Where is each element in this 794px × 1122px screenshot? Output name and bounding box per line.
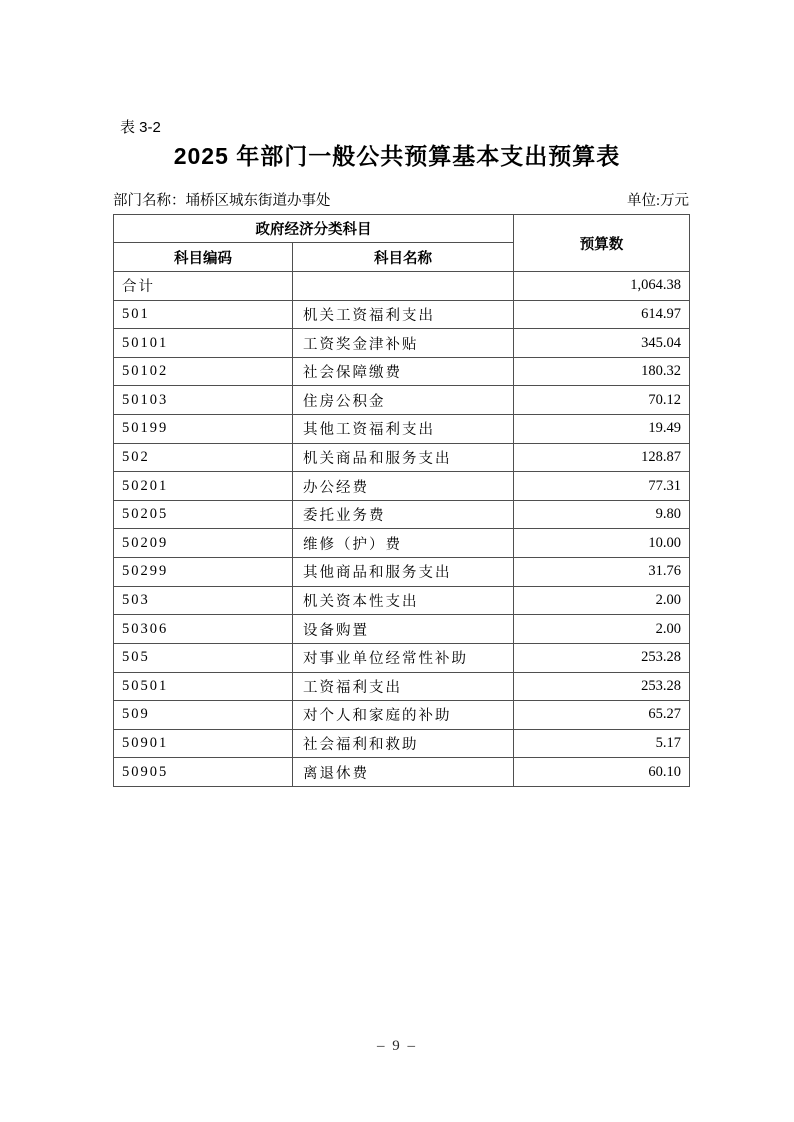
cell-name: 机关工资福利支出	[293, 300, 514, 329]
cell-value: 10.00	[514, 529, 690, 558]
cell-code: 503	[114, 586, 293, 615]
cell-name: 离退休费	[293, 758, 514, 787]
table-row	[114, 586, 690, 615]
cell-name: 机关资本性支出	[293, 586, 514, 615]
table-row	[114, 472, 690, 501]
cell-name: 对事业单位经常性补助	[293, 643, 514, 672]
header-subject-code: 科目编码	[114, 243, 293, 272]
cell-code: 50199	[114, 415, 293, 444]
cell-value: 65.27	[514, 701, 690, 730]
cell-value: 2.00	[514, 615, 690, 644]
table-row	[114, 615, 690, 644]
table-row	[114, 672, 690, 701]
cell-code: 50501	[114, 672, 293, 701]
cell-value: 2.00	[514, 586, 690, 615]
table-row	[114, 701, 690, 730]
table-row	[114, 500, 690, 529]
budget-table	[113, 214, 690, 787]
cell-name: 维修（护）费	[293, 529, 514, 558]
cell-code: 505	[114, 643, 293, 672]
cell-value: 345.04	[514, 329, 690, 358]
header-government-economic-classification: 政府经济分类科目	[114, 215, 514, 243]
page-number: – 9 –	[377, 1038, 417, 1054]
table-meta-row	[113, 189, 689, 210]
table-row	[114, 758, 690, 787]
table-row	[114, 529, 690, 558]
cell-name: 工资奖金津补贴	[293, 329, 514, 358]
cell-code: 50209	[114, 529, 293, 558]
cell-name: 对个人和家庭的补助	[293, 701, 514, 730]
cell-name: 工资福利支出	[293, 672, 514, 701]
cell-value: 128.87	[514, 443, 690, 472]
cell-code: 50306	[114, 615, 293, 644]
cell-code: 50103	[114, 386, 293, 415]
cell-code: 50201	[114, 472, 293, 501]
cell-value: 31.76	[514, 558, 690, 587]
table-row	[114, 329, 690, 358]
cell-code: 合计	[114, 272, 293, 301]
cell-code: 50299	[114, 558, 293, 587]
cell-name: 社会保障缴费	[293, 357, 514, 386]
cell-code: 501	[114, 300, 293, 329]
cell-code: 50901	[114, 729, 293, 758]
cell-code: 502	[114, 443, 293, 472]
cell-name	[293, 272, 514, 301]
table-row	[114, 386, 690, 415]
cell-name: 设备购置	[293, 615, 514, 644]
cell-name: 机关商品和服务支出	[293, 443, 514, 472]
header-row-group	[114, 215, 690, 243]
cell-value: 1,064.38	[514, 272, 690, 301]
cell-name: 办公经费	[293, 472, 514, 501]
cell-value: 5.17	[514, 729, 690, 758]
table-label: 表 3-2	[120, 119, 161, 136]
unit-label: 单位:万元	[626, 193, 689, 209]
cell-value: 614.97	[514, 300, 690, 329]
budget-table-head	[114, 215, 690, 272]
page-title: 2025 年部门一般公共预算基本支出预算表	[173, 143, 621, 169]
header-subject-name: 科目名称	[293, 243, 514, 272]
cell-code: 50102	[114, 357, 293, 386]
cell-value: 70.12	[514, 386, 690, 415]
cell-value: 9.80	[514, 500, 690, 529]
cell-name: 其他工资福利支出	[293, 415, 514, 444]
cell-value: 253.28	[514, 643, 690, 672]
table-row	[114, 643, 690, 672]
table-row	[114, 558, 690, 587]
table-row	[114, 272, 690, 301]
cell-name: 委托业务费	[293, 500, 514, 529]
table-row	[114, 300, 690, 329]
cell-code: 509	[114, 701, 293, 730]
table-row	[114, 443, 690, 472]
cell-code: 50101	[114, 329, 293, 358]
department-name-label: 部门名称：埇桥区城东街道办事处	[113, 193, 331, 209]
cell-value: 60.10	[514, 758, 690, 787]
cell-value: 77.31	[514, 472, 690, 501]
cell-name: 其他商品和服务支出	[293, 558, 514, 587]
cell-code: 50905	[114, 758, 293, 787]
cell-code: 50205	[114, 500, 293, 529]
cell-name: 住房公积金	[293, 386, 514, 415]
table-row	[114, 415, 690, 444]
cell-value: 253.28	[514, 672, 690, 701]
cell-name: 社会福利和救助	[293, 729, 514, 758]
budget-table-body	[114, 272, 690, 787]
header-budget-amount: 预算数	[514, 215, 690, 272]
table-row	[114, 729, 690, 758]
cell-value: 19.49	[514, 415, 690, 444]
table-row	[114, 357, 690, 386]
cell-value: 180.32	[514, 357, 690, 386]
